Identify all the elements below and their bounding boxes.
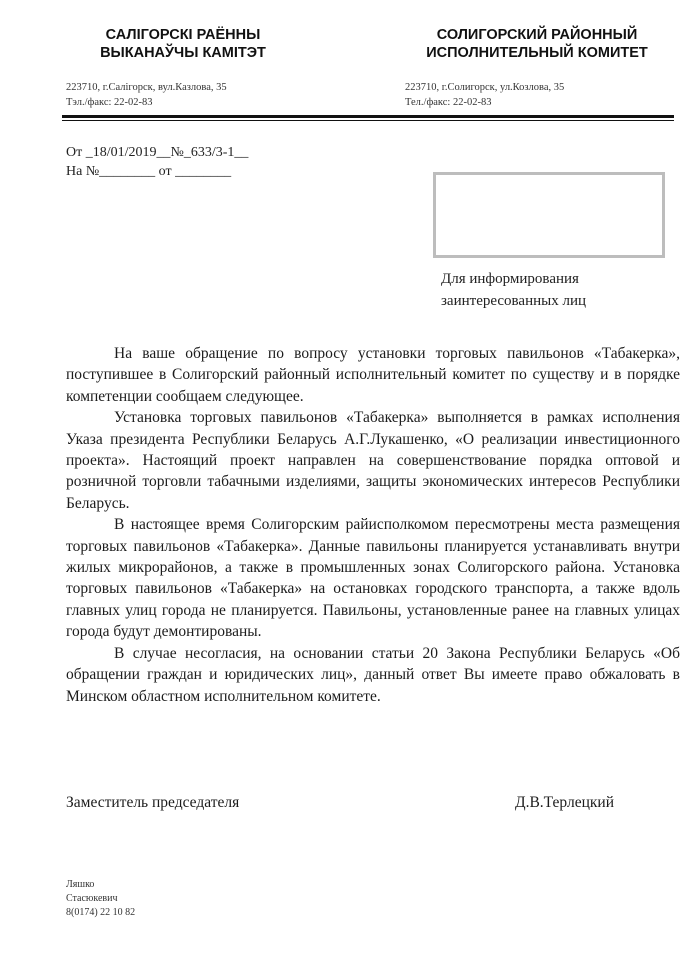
redacted-stamp-box [433,172,665,258]
recipient-line: Для информирования [441,271,579,287]
incoming-reference: На №________ от ________ [66,164,232,179]
phone-line: Тел./факс: 22-02-83 [405,97,492,108]
org-name-line: СОЛИГОРСКИЙ РАЙОННЫЙ [436,27,638,43]
org-name-line: САЛІГОРСКІ РАЁННЫ [105,27,261,43]
russian-address-block [405,80,564,110]
recipient-line: заинтересованных лиц [441,293,587,309]
org-name-line: ВЫКАНАЎЧЫ КАМІТЭТ [100,45,266,61]
executor-line: Стасюкевич [66,893,118,904]
letter-body [66,343,680,707]
belarusian-org-name [58,26,308,62]
signer-name: Д.В.Терлецкий [515,794,614,811]
phone-line: Тэл./факс: 22-02-83 [66,97,153,108]
org-name-line: ИСПОЛНИТЕЛЬНЫЙ КОМИТЕТ [426,45,648,61]
outgoing-reference: От _18/01/2019__№_633/3-1__ [66,145,249,160]
header-divider-thick [62,115,674,118]
header-divider-thin [62,120,674,121]
signer-title: Заместитель председателя [66,794,240,811]
address-line: 223710, г.Салігорск, вул.Казлова, 35 [66,82,227,93]
belarusian-address-block [66,80,227,110]
body-paragraph: В настоящее время Солигорским райисполкомом пересмотрены места размещения торговых павильонов «Табакерка». Данные павильоны планируется устанавливать внутри жилых микрорайонов, а также в промышленных зонах Солигорского района. Установка торговых павильонов «Табакерка» на остановках городского транспорта, а также вдоль главных улиц города не планируется. Павильоны, установленные ранее на главных улицах города будут демонтированы. [66,516,680,641]
executor-line: 8(0174) 22 10 82 [66,907,136,918]
recipient-block [441,268,586,312]
body-paragraph: Установка торговых павильонов «Табакерка» выполняется в рамках исполнения Указа президента Республики Беларусь А.Г.Лукашенко, «О реализации инвестиционного проекта». Настоящий проект направлен на совершенствование порядка оптовой и розничной торговли табачными изделиями, защиты экономических интересов Республики Беларусь. [66,409,680,512]
address-line: 223710, г.Солигорск, ул.Козлова, 35 [405,82,565,93]
executor-block [66,878,135,920]
russian-org-name [392,26,682,62]
executor-line: Ляшко [66,879,95,890]
body-paragraph: На ваше обращение по вопросу установки торговых павильонов «Табакерка», поступившее в Солигорский районный исполнительный комитет по существу и в порядке компетенции сообщаем следующее. [66,345,680,405]
body-paragraph: В случае несогласия, на основании статьи 20 Закона Республики Беларусь «Об обращении граждан и юридических лиц», данный ответ Вы имеете право обжаловать в Минском областном исполнительном комитете. [66,644,680,705]
